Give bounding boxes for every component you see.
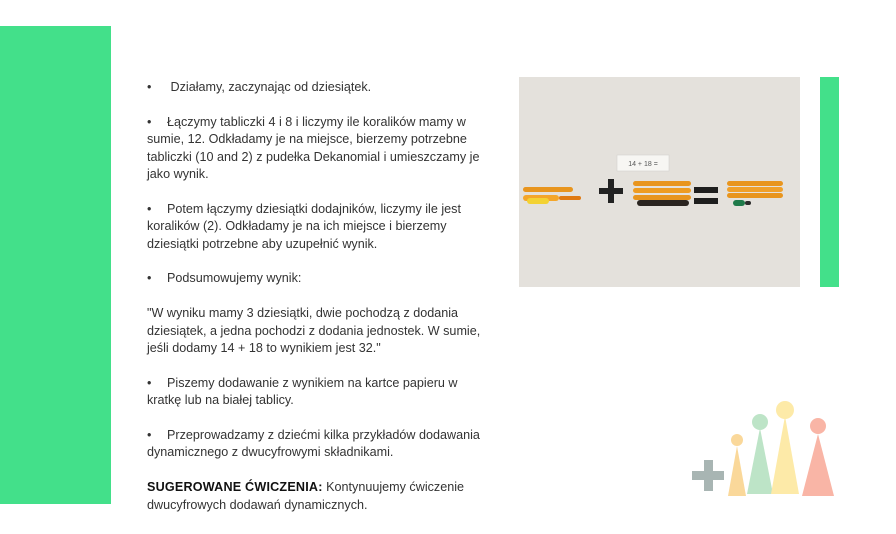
list-item: [147, 79, 489, 96]
quote-paragraph: [147, 305, 489, 357]
item-text: Działamy, zaczynając od dziesiątek.: [167, 80, 372, 94]
item-text: Łączymy tabliczki 4 i 8 i liczymy ile koralików mamy w sumie, 12. Odkładamy je na miejsce, bierzemy potrzebne tabliczki (10 and 2) z pudełka Dekanomial i umieszczamy je jako wynik.: [147, 114, 480, 182]
bullet: •: [147, 428, 152, 443]
bullet: •: [147, 375, 152, 390]
list-item: [147, 270, 489, 287]
list-item: [147, 375, 489, 410]
item-text: Potem łączymy dziesiątki dodajników, liczymy ile jest koralików (2). Odkładamy je na ich miejsce i bierzemy dziesiątki potrzebne aby uzupełnić wynik.: [147, 201, 461, 251]
instructions-text: [147, 79, 489, 531]
item-text: "W wyniku mamy 3 dziesiątki, dwie pochodzą z dodania dziesiątek, a jedna pochodzi z dodania jednostek. W sumie, jeśli dodamy 14 + 18 to wynikiem jest 32.": [147, 306, 481, 356]
list-item: [147, 201, 489, 253]
right-accent-bar: [820, 77, 839, 287]
bullet: •: [147, 80, 152, 94]
list-item: [147, 114, 489, 184]
cone-figure-pink: [802, 418, 834, 496]
cone-figure-green: [747, 414, 773, 494]
left-accent-bar: [0, 26, 111, 504]
decorative-figures: [690, 398, 840, 503]
bullet: •: [147, 201, 152, 216]
suggested-exercises: [147, 479, 489, 514]
bullet: •: [147, 271, 152, 286]
item-text: Przeprowadzamy z dziećmi kilka przykładów dodawania dynamicznego z dwucyfrowymi składnikami.: [147, 428, 480, 460]
cone-figure-light-yellow: [771, 401, 799, 494]
suggested-text: Kontynuujemy ćwiczenie dwucyfrowych dodawań dynamicznych.: [147, 480, 465, 512]
plus-icon: [692, 460, 724, 491]
bead-bars-photo: [519, 77, 800, 287]
bullet: •: [147, 114, 152, 129]
suggested-label: SUGEROWANE ĆWICZENIA:: [147, 480, 323, 495]
bead-bars-illustration: [519, 77, 800, 287]
item-text: Piszemy dodawanie z wynikiem na kartce papieru w kratkę lub na białej tablicy.: [147, 375, 458, 408]
cone-figure-yellow: [728, 434, 746, 496]
card-text: 14 + 18 =: [628, 161, 658, 168]
list-item: [147, 427, 489, 462]
item-text: Podsumowujemy wynik:: [167, 271, 302, 286]
